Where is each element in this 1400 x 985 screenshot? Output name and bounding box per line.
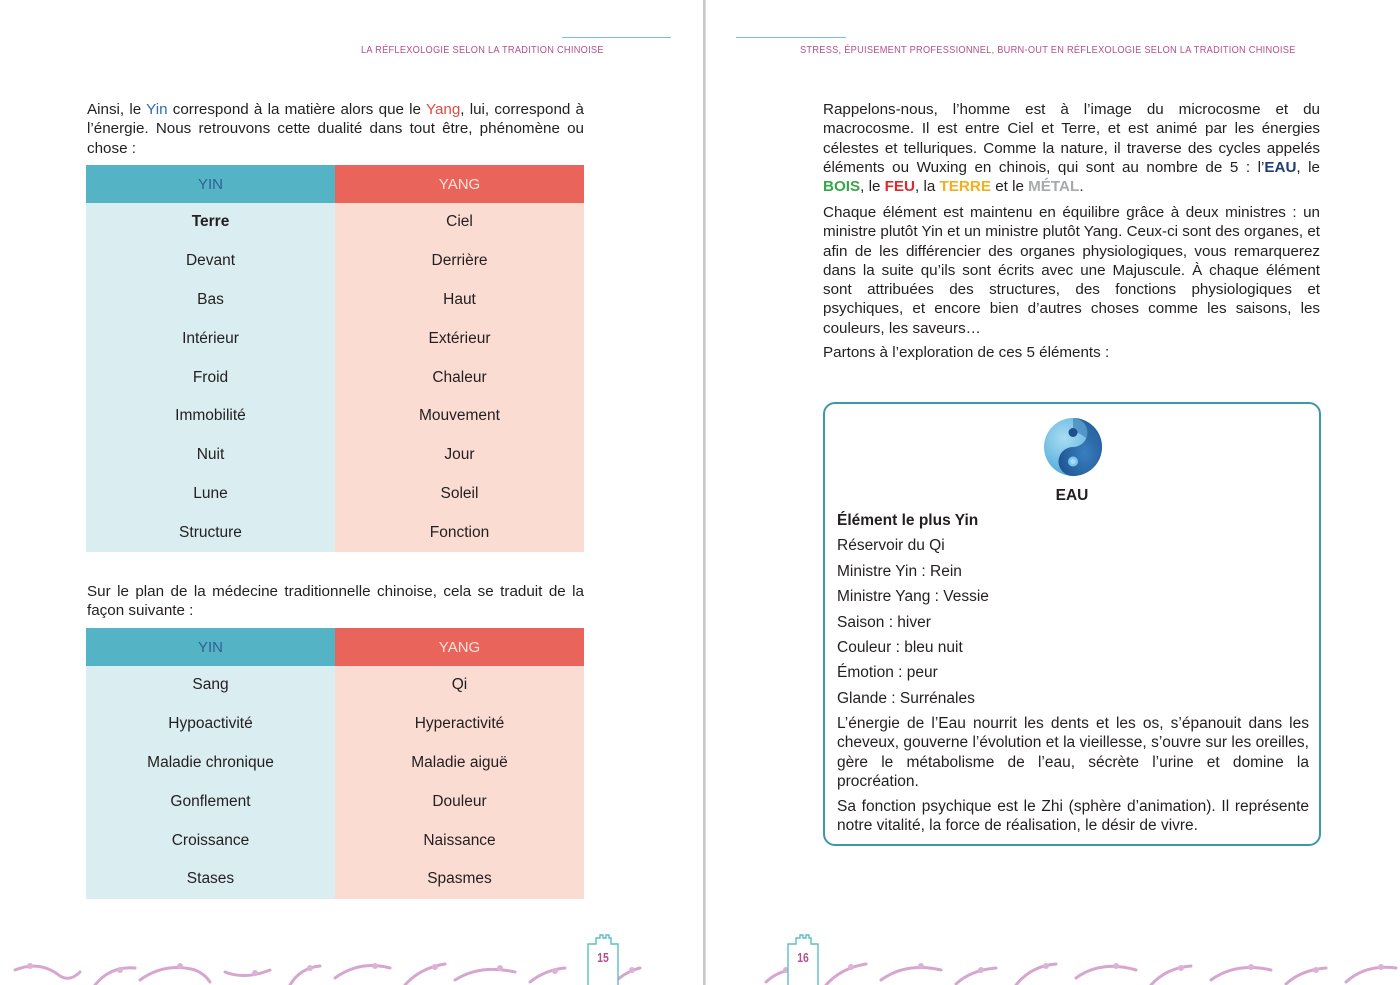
table-cell-yang: Maladie aiguë: [335, 744, 584, 783]
table-cell-yang: Naissance: [335, 821, 584, 860]
page-number: 15: [597, 950, 609, 965]
table-cell-yin: Lune: [86, 475, 335, 514]
table-header-yang: YANG: [335, 628, 584, 666]
yin-yang-table-general: [86, 165, 584, 552]
yin-yang-table-mtc: [86, 628, 584, 899]
element-description: L’énergie de l’Eau nourrit les dents et les os, s’épanouit dans les cheveux, gouverne l’évolution et la vieillesse, s’ouvre sur les oreilles, gère le métabolisme de l’eau, sécrète l’urine et domine la procréation.: [837, 715, 1309, 790]
element-property-line: Émotion : peur: [837, 664, 938, 682]
floral-ornament: [0, 958, 650, 985]
element-property-line: Couleur : bleu nuit: [837, 638, 963, 656]
element-property-line: Ministre Yang : Vessie: [837, 588, 989, 606]
table-cell-yin: Maladie chronique: [86, 744, 335, 783]
table-cell-yin: Sang: [86, 666, 335, 705]
table-cell-yang: Spasmes: [335, 860, 584, 899]
header-rule: [562, 37, 671, 38]
intro-text-1: Ainsi, le: [87, 101, 147, 118]
table-cell-yang: Fonction: [335, 513, 584, 552]
header-rule: [736, 37, 846, 38]
table-cell-yin: Devant: [86, 242, 335, 281]
running-head: STRESS, ÉPUISEMENT PROFESSIONNEL, BURN-OUT EN RÉFLEXOLOGIE SELON LA TRADITION CHINOISE: [800, 44, 1296, 56]
table-cell-yin: Terre: [86, 203, 335, 242]
table-cell-yang: Derrière: [335, 242, 584, 281]
element-name: EAU: [1055, 487, 1089, 504]
separator: .: [1079, 178, 1084, 196]
table-cell-yang: Jour: [335, 436, 584, 475]
mtc-intro-paragraph: Sur le plan de la médecine traditionnelle chinoise, cela se traduit de la façon suivante :: [87, 583, 584, 620]
element-property-line: Glande : Surrénales: [837, 689, 975, 707]
yin-word: Yin: [146, 101, 168, 118]
yin-yang-water-icon: [1043, 417, 1103, 477]
separator: , le: [860, 178, 885, 196]
table-cell-yang: Chaleur: [335, 358, 584, 397]
table-header-yin: YIN: [86, 628, 335, 666]
intro-text-2: correspond à la matière alors que le: [167, 101, 426, 118]
table-cell-yang: Soleil: [335, 475, 584, 514]
table-cell-yang: Ciel: [335, 203, 584, 242]
table-cell-yang: Qi: [335, 666, 584, 705]
element-feu-word: FEU: [884, 178, 915, 196]
ministers-paragraph: Chaque élément est maintenu en équilibre grâce à deux ministres : un ministre plutôt Yin et un ministre plutôt Yang. Ceux-ci sont des organes, et afin de les différencier des organes physiologiques, vous remarquerez dans la suite qu’ils sont écrits avec une Majuscule. À chaque élément sont attribuées des structures, des fonctions physiologiques et psychiques, et encore bien d’autres choses comme les saisons, les couleurs, les saveurs…: [823, 204, 1320, 337]
running-head: LA RÉFLEXOLOGIE SELON LA TRADITION CHINOISE: [361, 44, 604, 56]
table-cell-yin: Croissance: [86, 821, 335, 860]
table-cell-yin: Bas: [86, 281, 335, 320]
separator: , la: [915, 178, 940, 196]
element-card-eau: [823, 402, 1321, 846]
table-cell-yin: Froid: [86, 358, 335, 397]
element-bois-word: BOIS: [823, 178, 861, 196]
table-cell-yin: Hypoactivité: [86, 705, 335, 744]
element-property-line: Ministre Yin : Rein: [837, 562, 962, 580]
table-cell-yin: Gonflement: [86, 782, 335, 821]
table-cell-yang: Haut: [335, 281, 584, 320]
element-metal-word: MÉTAL: [1028, 178, 1080, 196]
intro-text-3: , lui, correspond à l’énergie. Nous retrouvons cette dualité dans tout être, phénomène ou chose :: [87, 101, 585, 157]
wuxing-paragraph: [823, 100, 1320, 196]
table-cell-yin: Structure: [86, 513, 335, 552]
table-header-yang: YANG: [335, 165, 584, 203]
table-cell-yang: Extérieur: [335, 319, 584, 358]
separator: , le: [1296, 158, 1320, 176]
element-property-line: Réservoir du Qi: [837, 537, 945, 555]
yang-word: Yang: [425, 101, 461, 118]
element-property-line: Élément le plus Yin: [837, 512, 979, 529]
element-eau-word: EAU: [1264, 158, 1297, 176]
wuxing-text: Rappelons-nous, l’homme est à l’image du microcosme et du macrocosme. Il est entre Ciel et Terre, et est animé par les énergies célestes et telluriques. Comme la nature, il traverse des cycles appelés éléments ou Wuxing en chinois, qui sont au nombre de 5 : l’: [823, 101, 1320, 176]
element-terre-word: TERRE: [939, 178, 991, 196]
floral-ornament: [756, 958, 1400, 985]
intro-paragraph: [87, 100, 584, 158]
table-header-yin: YIN: [86, 165, 335, 203]
separator: et le: [990, 178, 1029, 196]
table-cell-yin: Nuit: [86, 436, 335, 475]
table-cell-yin: Intérieur: [86, 319, 335, 358]
table-cell-yang: Mouvement: [335, 397, 584, 436]
element-psychic-function: Sa fonction psychique est le Zhi (sphère d’animation). Il représente notre vitalité, la force de réalisation, le désir de vivre.: [837, 797, 1309, 835]
exploration-paragraph: Partons à l’exploration de ces 5 éléments :: [823, 344, 1110, 361]
table-cell-yin: Immobilité: [86, 397, 335, 436]
element-property-line: Saison : hiver: [837, 613, 931, 631]
element-properties: [837, 511, 1309, 841]
table-cell-yang: Douleur: [335, 782, 584, 821]
page-number: 16: [797, 950, 809, 965]
table-cell-yin: Stases: [86, 860, 335, 899]
table-cell-yang: Hyperactivité: [335, 705, 584, 744]
